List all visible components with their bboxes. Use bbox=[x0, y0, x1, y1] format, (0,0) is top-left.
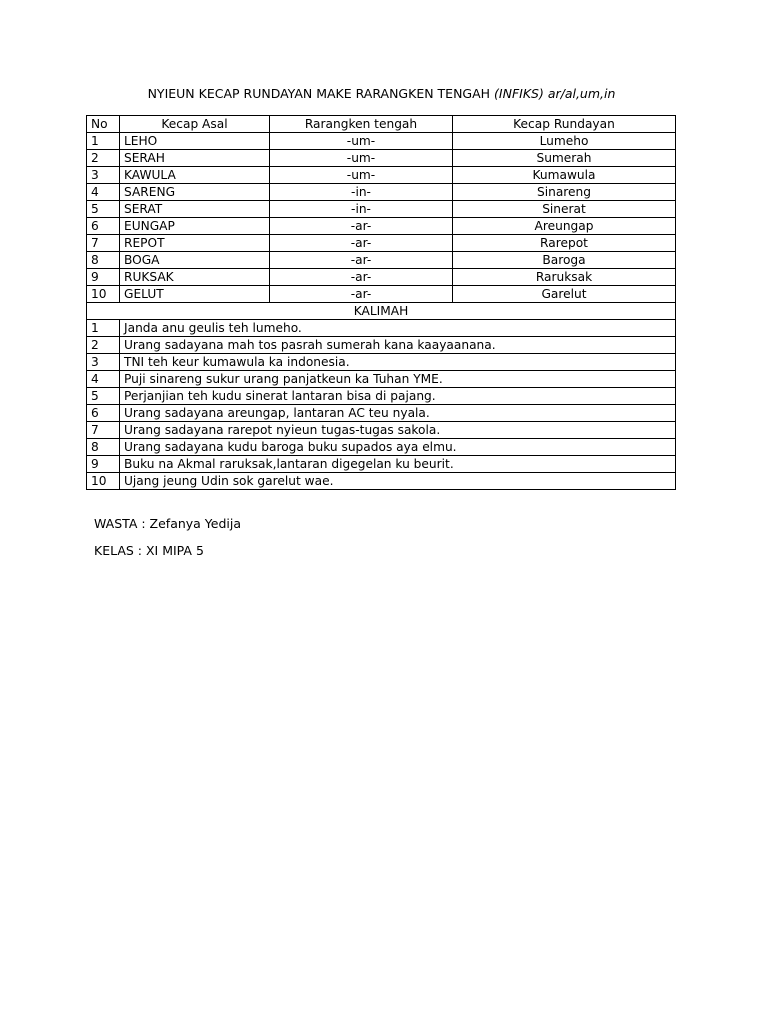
sentence-text: Urang sadayana kudu baroga buku supados aya elmu. bbox=[120, 439, 676, 456]
row-kecap-rundayan: Rarepot bbox=[453, 235, 676, 252]
table-row bbox=[87, 235, 676, 252]
row-kecap-rundayan: Sumerah bbox=[453, 150, 676, 167]
row-kecap-asal: EUNGAP bbox=[120, 218, 270, 235]
row-no: 5 bbox=[87, 201, 120, 218]
row-kecap-rundayan: Garelut bbox=[453, 286, 676, 303]
sentence-row bbox=[87, 320, 676, 337]
row-no: 10 bbox=[87, 286, 120, 303]
table-row bbox=[87, 252, 676, 269]
row-no: 3 bbox=[87, 167, 120, 184]
table-row bbox=[87, 150, 676, 167]
row-no: 2 bbox=[87, 150, 120, 167]
table-row bbox=[87, 201, 676, 218]
row-kecap-asal: REPOT bbox=[120, 235, 270, 252]
sentence-row bbox=[87, 388, 676, 405]
sentence-row bbox=[87, 422, 676, 439]
row-rarangken: -ar- bbox=[270, 269, 453, 286]
row-kecap-rundayan: Raruksak bbox=[453, 269, 676, 286]
row-kecap-rundayan: Sinerat bbox=[453, 201, 676, 218]
row-kecap-asal: RUKSAK bbox=[120, 269, 270, 286]
document-title bbox=[88, 86, 675, 102]
sentence-no: 6 bbox=[87, 405, 120, 422]
table-row bbox=[87, 218, 676, 235]
sentence-no: 4 bbox=[87, 371, 120, 388]
row-kecap-rundayan: Kumawula bbox=[453, 167, 676, 184]
sentence-no: 10 bbox=[87, 473, 120, 490]
title-main: NYIEUN KECAP RUNDAYAN MAKE RARANGKEN TENGAH bbox=[147, 86, 491, 101]
sentence-no: 3 bbox=[87, 354, 120, 371]
sentence-no: 8 bbox=[87, 439, 120, 456]
row-rarangken: -in- bbox=[270, 184, 453, 201]
table-row bbox=[87, 269, 676, 286]
row-rarangken: -ar- bbox=[270, 286, 453, 303]
row-no: 1 bbox=[87, 133, 120, 150]
row-no: 7 bbox=[87, 235, 120, 252]
sentence-no: 1 bbox=[87, 320, 120, 337]
table-header-row bbox=[87, 116, 676, 133]
header-kecap-rundayan: Kecap Rundayan bbox=[453, 116, 676, 133]
sentence-text: Puji sinareng sukur urang panjatkeun ka Tuhan YME. bbox=[120, 371, 676, 388]
table-row bbox=[87, 167, 676, 184]
row-kecap-rundayan: Areungap bbox=[453, 218, 676, 235]
row-rarangken: -ar- bbox=[270, 252, 453, 269]
header-rarangken-tengah: Rarangken tengah bbox=[270, 116, 453, 133]
row-kecap-asal: SERAT bbox=[120, 201, 270, 218]
row-kecap-rundayan: Lumeho bbox=[453, 133, 676, 150]
section-row-kalimah bbox=[87, 303, 676, 320]
row-kecap-asal: KAWULA bbox=[120, 167, 270, 184]
sentence-row bbox=[87, 405, 676, 422]
sentence-text: Urang sadayana areungap, lantaran AC teu nyala. bbox=[120, 405, 676, 422]
row-kecap-asal: LEHO bbox=[120, 133, 270, 150]
sentence-row bbox=[87, 473, 676, 490]
sentence-text: Urang sadayana mah tos pasrah sumerah kana kaayaanana. bbox=[120, 337, 676, 354]
sentence-row bbox=[87, 354, 676, 371]
sentence-row bbox=[87, 337, 676, 354]
section-label-kalimah: KALIMAH bbox=[87, 303, 676, 320]
sentence-text: Ujang jeung Udin sok garelut wae. bbox=[120, 473, 676, 490]
sentence-no: 2 bbox=[87, 337, 120, 354]
sentence-text: Perjanjian teh kudu sinerat lantaran bisa di pajang. bbox=[120, 388, 676, 405]
sentence-row bbox=[87, 371, 676, 388]
row-kecap-asal: GELUT bbox=[120, 286, 270, 303]
row-kecap-rundayan: Sinareng bbox=[453, 184, 676, 201]
infiks-table bbox=[86, 115, 676, 490]
table-row bbox=[87, 184, 676, 201]
row-rarangken: -um- bbox=[270, 167, 453, 184]
sentence-text: Janda anu geulis teh lumeho. bbox=[120, 320, 676, 337]
row-kecap-asal: SERAH bbox=[120, 150, 270, 167]
row-no: 8 bbox=[87, 252, 120, 269]
row-kecap-rundayan: Baroga bbox=[453, 252, 676, 269]
row-no: 4 bbox=[87, 184, 120, 201]
student-name: WASTA : Zefanya Yedija bbox=[94, 516, 242, 531]
header-kecap-asal: Kecap Asal bbox=[120, 116, 270, 133]
header-no: No bbox=[87, 116, 120, 133]
sentence-no: 7 bbox=[87, 422, 120, 439]
row-no: 6 bbox=[87, 218, 120, 235]
row-no: 9 bbox=[87, 269, 120, 286]
sentence-text: TNI teh keur kumawula ka indonesia. bbox=[120, 354, 676, 371]
row-rarangken: -um- bbox=[270, 150, 453, 167]
row-kecap-asal: SARENG bbox=[120, 184, 270, 201]
row-rarangken: -ar- bbox=[270, 235, 453, 252]
row-rarangken: -in- bbox=[270, 201, 453, 218]
table-row bbox=[87, 286, 676, 303]
sentence-row bbox=[87, 439, 676, 456]
row-rarangken: -um- bbox=[270, 133, 453, 150]
sentence-text: Urang sadayana rarepot nyieun tugas-tugas sakola. bbox=[120, 422, 676, 439]
row-rarangken: -ar- bbox=[270, 218, 453, 235]
sentence-row bbox=[87, 456, 676, 473]
row-kecap-asal: BOGA bbox=[120, 252, 270, 269]
table-row bbox=[87, 133, 676, 150]
student-class: KELAS : XI MIPA 5 bbox=[94, 543, 204, 558]
sentence-text: Buku na Akmal raruksak,lantaran digegelan ku beurit. bbox=[120, 456, 676, 473]
sentence-no: 9 bbox=[87, 456, 120, 473]
title-italic: (INFIKS) ar/al,um,in bbox=[494, 86, 616, 101]
sentence-no: 5 bbox=[87, 388, 120, 405]
